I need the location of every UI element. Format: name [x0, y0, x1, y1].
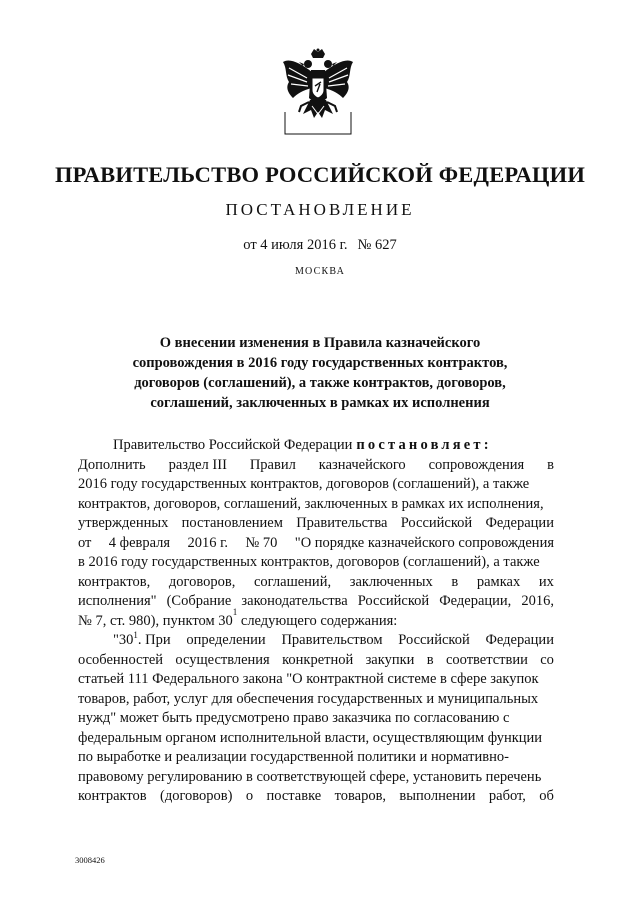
text-word: выполнении [399, 788, 476, 804]
text-word: Федерации [485, 632, 554, 648]
text-word: особенностей [78, 651, 164, 668]
text-word: законодательства [241, 593, 348, 609]
text-word: Российской [357, 593, 430, 609]
text-word: заключенных [349, 573, 433, 590]
document-subject [80, 333, 560, 413]
text-line [78, 514, 554, 534]
text-word: Дополнить [78, 456, 146, 473]
text-line [78, 670, 554, 690]
text-word: утвержденных [78, 515, 169, 531]
text-word: их [538, 573, 554, 590]
text-word: Правительства [296, 515, 388, 531]
text-word: постановлением [181, 515, 283, 531]
text-line [78, 456, 554, 476]
text-fragment: № 7, ст. 980), пунктом 30 [78, 612, 233, 629]
text-word: товаров, работ, услуг для обеспечения государственных и муниципальных [78, 690, 539, 707]
resolve-intro: Правительство Российской Федерации [113, 437, 353, 453]
text-word: товаров, [334, 788, 387, 804]
text-word: . При [137, 632, 171, 648]
text-line [78, 690, 554, 710]
text-word: контрактов, договоров, соглашений, заключенных в рамках их исполнения, [78, 495, 544, 512]
text-line [78, 709, 554, 729]
superscript: 1 [133, 630, 138, 641]
text-line [78, 729, 554, 749]
text-word: об [539, 788, 554, 804]
text-line [78, 553, 554, 573]
text-word: Российской [400, 515, 473, 531]
text-word: от [78, 534, 92, 551]
text-word: закупки [365, 651, 415, 668]
text-word: по выработке и реализации государственной политики и нормативно- [78, 749, 509, 765]
text-word: Правил [249, 456, 296, 473]
text-word: 4 февраля [108, 534, 171, 551]
number-sign: № [357, 237, 372, 253]
text-line [78, 534, 554, 554]
paragraph-clause [78, 651, 554, 807]
document-date-line [0, 237, 640, 254]
subject-line: соглашений, заключенных в рамках их исполнения [150, 395, 490, 411]
document-date: от 4 июля 2016 г. [243, 237, 348, 253]
text-word: в [426, 651, 434, 668]
subject-line: договоров (соглашений), а также контрактов, договоров, [134, 375, 506, 391]
text-word: (договоров) [160, 788, 233, 804]
text-word: статьей 111 Федерального закона "О контрактной системе в сфере закупок [78, 671, 539, 687]
text-word: рамках [476, 573, 521, 590]
text-word: в [451, 573, 459, 590]
text-word: раздел III [168, 456, 227, 473]
text-word: договоров, [168, 573, 236, 590]
text-word: контрактов [78, 788, 147, 804]
text-word: (Собрание [166, 593, 232, 609]
text-line [78, 495, 554, 515]
text-word: осуществления [175, 651, 270, 668]
text-word: казначейского [318, 456, 406, 473]
text-word: № 70 [245, 534, 278, 551]
text-word: 2016, [521, 593, 554, 609]
text-line [78, 592, 554, 612]
government-title: ПРАВИТЕЛЬСТВО РОССИЙСКОЙ ФЕДЕРАЦИИ [54, 162, 586, 187]
text-word: соответствии [445, 651, 528, 668]
text-word: сопровождения [428, 456, 525, 473]
text-word: федеральным органом исполнительной власти, осуществляющим функции [78, 729, 543, 746]
subject-line: О внесении изменения в Правила казначейского [159, 335, 481, 351]
clause-number: "30 [113, 632, 134, 648]
text-word: в 2016 году государственных контрактов, договоров (соглашений), а также [78, 554, 540, 570]
text-word: Российской [398, 632, 470, 648]
text-word: поставке [266, 788, 322, 804]
text-line [78, 573, 554, 593]
text-fragment [113, 631, 171, 651]
text-line [78, 787, 554, 807]
resolve-word: постановляет: [356, 437, 492, 453]
text-word: Правительством [281, 632, 383, 648]
text-word: в [547, 456, 554, 473]
text-word: исполнения" [78, 593, 157, 609]
text-line [78, 606, 554, 632]
text-line [78, 768, 554, 788]
text-word: о [245, 788, 254, 804]
document-type: ПОСТАНОВЛЕНИЕ [225, 200, 415, 219]
text-line [78, 631, 554, 651]
text-word: контрактов, [78, 573, 151, 590]
text-word: Федерации, [439, 593, 512, 609]
document-body [78, 436, 554, 807]
resolve-line [78, 436, 554, 456]
text-word: нужд" может быть предусмотрено право заказчика по согласованию с [78, 710, 510, 726]
text-line [78, 748, 554, 768]
text-word: конкретной [282, 651, 354, 668]
text-word: определении [186, 632, 266, 648]
coat-of-arms-icon [279, 48, 357, 138]
issue-city: МОСКВА [294, 266, 346, 277]
text-word: Федерации [485, 515, 554, 531]
text-word: "О порядке казначейского сопровождения [294, 534, 554, 551]
text-word: 2016 году государственных контрактов, договоров (соглашений), а также [78, 476, 530, 492]
text-word: соглашений, [254, 573, 332, 590]
text-word: правовому регулированию в соответствующей сфере, установить перечень [78, 768, 542, 785]
document-code: 3008426 [75, 855, 105, 865]
paragraph-amendment [78, 456, 554, 612]
text-fragment: следующего содержания: [237, 612, 398, 629]
text-line [78, 475, 554, 495]
subject-line: сопровождения в 2016 году государственных контрактов, [132, 355, 508, 371]
text-line [78, 651, 554, 671]
text-word: со [540, 651, 554, 668]
superscript: 1 [232, 606, 238, 617]
document-number: 627 [374, 237, 397, 253]
text-word: работ, [488, 788, 526, 804]
text-word: 2016 г. [187, 534, 229, 551]
